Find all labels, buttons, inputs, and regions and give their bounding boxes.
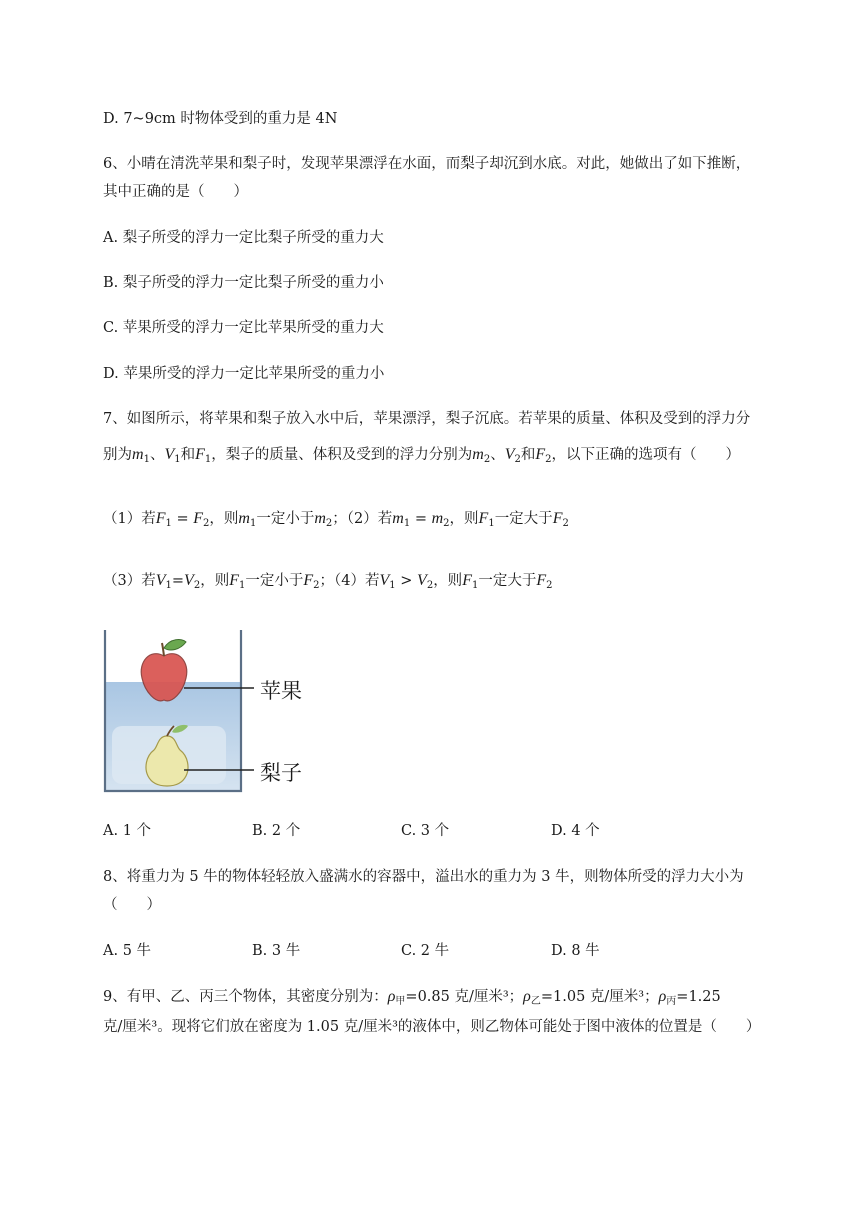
- q6-option-a: A. 梨子所受的浮力一定比梨子所受的重力大: [103, 230, 384, 246]
- q7-stem-line1: 7、如图所示，将苹果和梨子放入水中后，苹果漂浮，梨子沉底。若苹果的质量、体积及受到的浮力分: [103, 411, 751, 427]
- q6-stem-line1: 6、小晴在清洗苹果和梨子时，发现苹果漂浮在水面，而梨子却沉到水底。对此，她做出了如下推断，: [103, 156, 751, 172]
- pear-label: 梨子: [260, 761, 302, 785]
- q8-stem-line2: （ ）: [103, 897, 161, 913]
- q8-option-b: B. 3 牛: [252, 943, 301, 959]
- q6-stem-line2: 其中正确的是（ ）: [103, 184, 248, 200]
- apple-icon: [141, 640, 187, 701]
- q8-option-c: C. 2 牛: [401, 943, 450, 959]
- q6-option-c: C. 苹果所受的浮力一定比苹果所受的重力大: [103, 320, 384, 336]
- q7-option-d: D. 4 个: [551, 823, 600, 839]
- q7-option-b: B. 2 个: [252, 823, 301, 839]
- q7-statement-1-2: （1）若$F_1 = F_2$，则$m_1$一定小于$m_2$；（2）若$m_1 = m_2$，则$F_1$一定大于$F_2$: [103, 510, 569, 529]
- q9-stem-line2: 克/厘米³。现将它们放在密度为 1.05 克/厘米³的液体中，则乙物体可能处于图中液体的位置是（ ）: [103, 1019, 761, 1035]
- q8-option-a: A. 5 牛: [103, 943, 152, 959]
- q7-figure: [100, 626, 320, 796]
- q7-statement-3-4: （3）若$V_1=V_2$，则$F_1$一定小于$F_2$；（4）若$V_1 > V_2$，则$F_1$一定大于$F_2$: [103, 572, 553, 591]
- q9-stem-line1: 9、有甲、乙、丙三个物体，其密度分别为：$\rho_甲=0.85$ 克/厘米³；$\rho_乙=1.05$ 克/厘米³；$\rho_丙=1.25$: [103, 988, 721, 1007]
- q7-option-a: A. 1 个: [103, 823, 152, 839]
- q8-stem-line1: 8、将重力为 5 牛的物体轻轻放入盛满水的容器中，溢出水的重力为 3 牛，则物体所受的浮力大小为: [103, 869, 744, 885]
- q8-option-d: D. 8 牛: [551, 943, 600, 959]
- apple-label: 苹果: [260, 679, 302, 703]
- q6-option-d: D. 苹果所受的浮力一定比苹果所受的重力小: [103, 366, 385, 382]
- q6-option-b: B. 梨子所受的浮力一定比梨子所受的重力小: [103, 275, 384, 291]
- q7-stem-line2: 别为$m_1$、$V_1$和$F_1$，梨子的质量、体积及受到的浮力分别为$m_2$、$V_2$和$F_2$，以下正确的选项有（ ）: [103, 446, 740, 465]
- q7-option-c: C. 3 个: [401, 823, 450, 839]
- q5-option-d: D. 7~9cm 时物体受到的重力是 4N: [103, 111, 338, 127]
